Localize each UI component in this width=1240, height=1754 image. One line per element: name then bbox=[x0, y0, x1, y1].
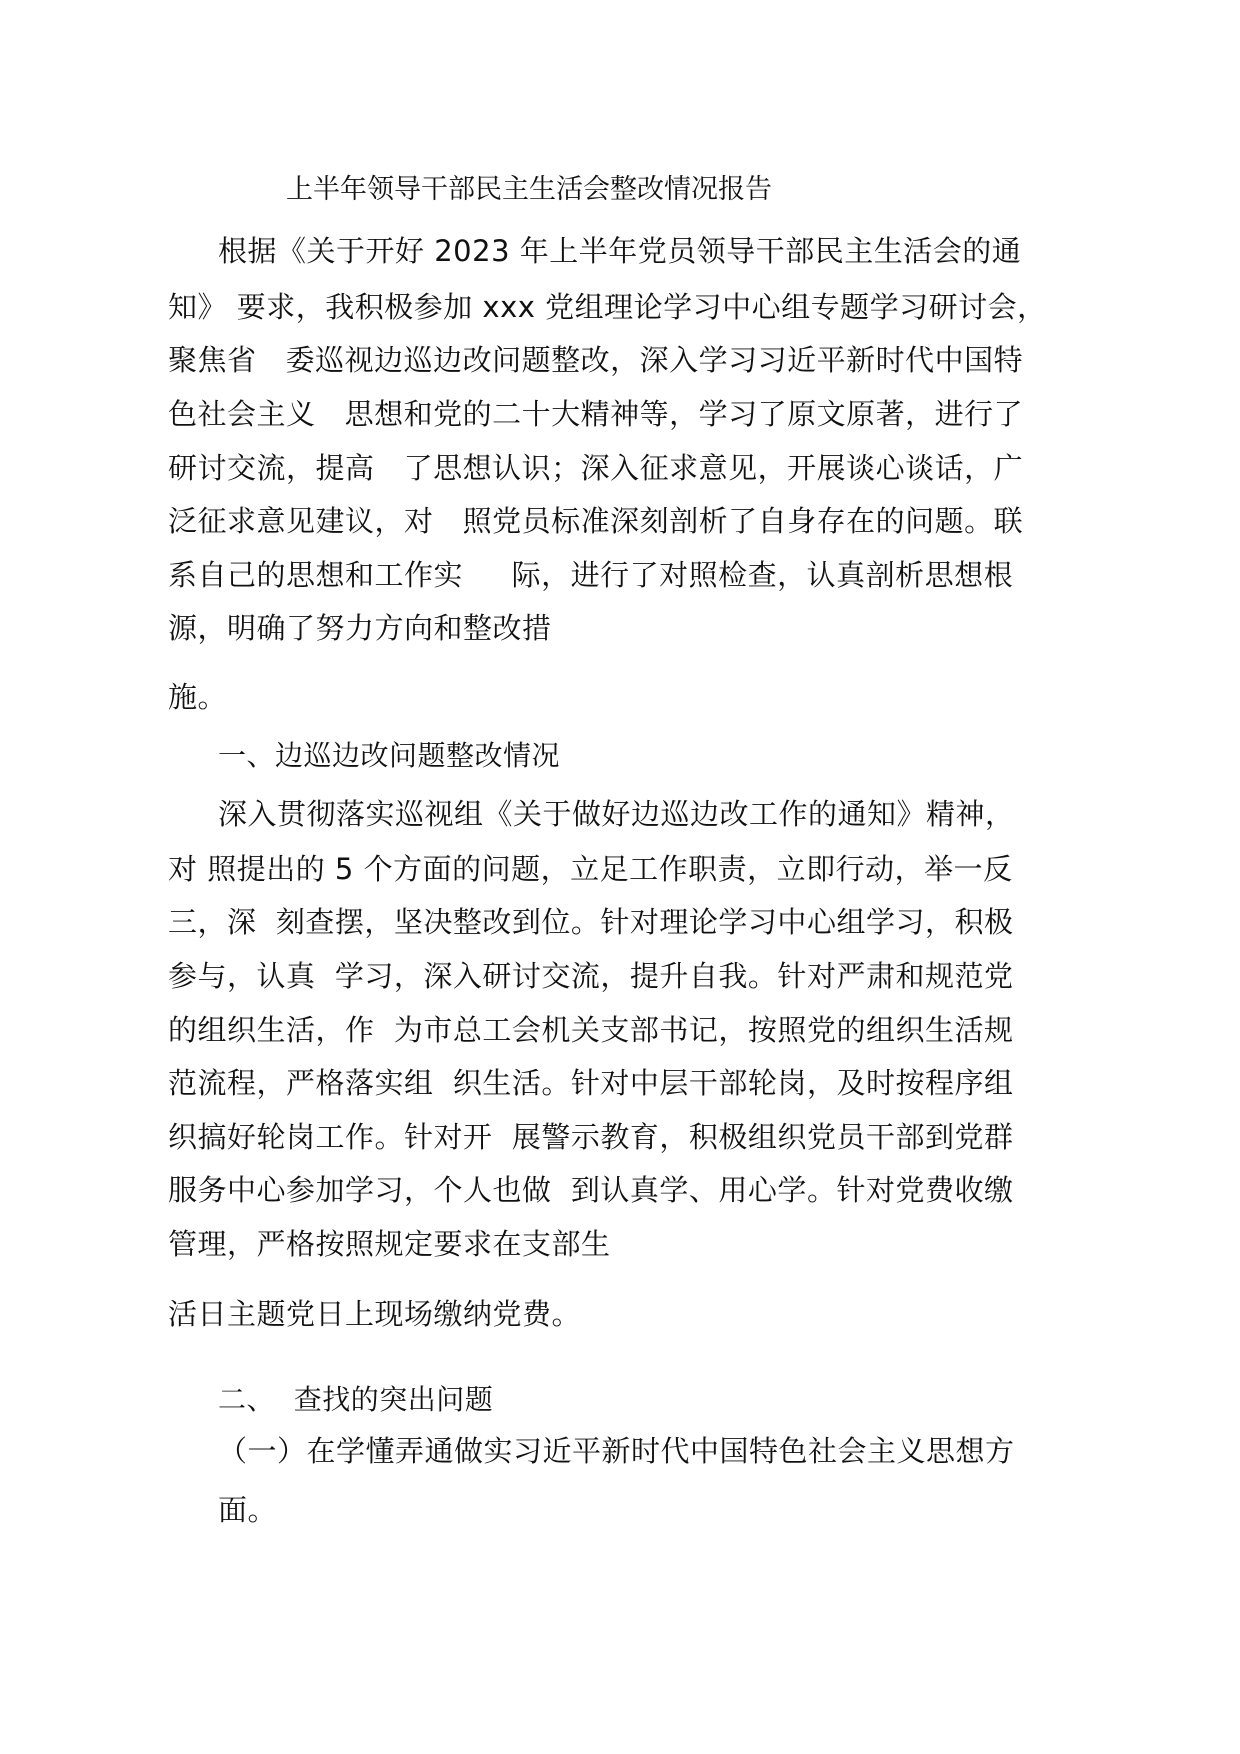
section-1-line-2: 对 照提出的 5 个方面的问题，立足工作职责，立即行动，举一反 bbox=[168, 852, 1013, 886]
intro-line-6: 泛征求意见建议，对 照党员标准深刻剖析了自身存在的问题。联 bbox=[168, 504, 1024, 538]
section-1-line-7: 织搞好轮岗工作。针对开 展警示教育，积极组织党员干部到党群 bbox=[168, 1120, 1014, 1154]
section-1-line-8: 服务中心参加学习，个人也做 到认真学、用心学。针对党费收缴 bbox=[168, 1173, 1014, 1207]
intro-line-3: 聚焦省 委巡视边巡边改问题整改，深入学习习近平新时代中国特 bbox=[168, 343, 1024, 377]
intro-line-2: 知》 要求，我积极参加 xxx 党组理论学习中心组专题学习研讨会， bbox=[168, 290, 1047, 324]
section-2-sub1-line-2: 面。 bbox=[218, 1493, 278, 1527]
section-1-line-1: 深入贯彻落实巡视组《关于做好边巡边改工作的通知》精神， bbox=[218, 797, 1015, 831]
section-1-line-4: 参与，认真 学习，深入研讨交流，提升自我。针对严肃和规范党 bbox=[168, 959, 1014, 993]
intro-line-5: 研讨交流，提高 了思想认识；深入征求意见，开展谈心谈话，广 bbox=[168, 451, 1024, 485]
section-1-line-6: 范流程，严格落实组 织生活。针对中层干部轮岗，及时按程序组 bbox=[168, 1066, 1014, 1100]
intro-line-1: 根据《关于开好 2023 年上半年党员领导干部民主生活会的通 bbox=[218, 234, 1022, 268]
intro-line-8: 源，明确了努力方向和整改措 bbox=[168, 611, 552, 645]
intro-line-9: 施。 bbox=[168, 680, 228, 714]
section-1-line-9: 管理，严格按照规定要求在支部生 bbox=[168, 1227, 611, 1261]
document-title: 上半年领导干部民主生活会整改情况报告 bbox=[286, 174, 772, 205]
section-1-line-5: 的组织生活，作 为市总工会机关支部书记，按照党的组织生活规 bbox=[168, 1013, 1014, 1047]
section-1-line-3: 三，深 刻查摆，坚决整改到位。针对理论学习中心组学习，积极 bbox=[168, 905, 1014, 939]
section-2-sub1-line-1: （一）在学懂弄通做实习近平新时代中国特色社会主义思想方 bbox=[218, 1434, 1015, 1468]
intro-line-4: 色社会主义 思想和党的二十大精神等，学习了原文原著，进行了 bbox=[168, 397, 1024, 431]
section-2-heading: 二、 查找的突出问题 bbox=[218, 1383, 494, 1416]
section-1-line-10: 活日主题党日上现场缴纳党费。 bbox=[168, 1297, 582, 1331]
section-1-heading: 一、边巡边改问题整改情况 bbox=[218, 739, 561, 772]
intro-line-7: 系自己的思想和工作实 际，进行了对照检查，认真剖析思想根 bbox=[168, 558, 1014, 592]
